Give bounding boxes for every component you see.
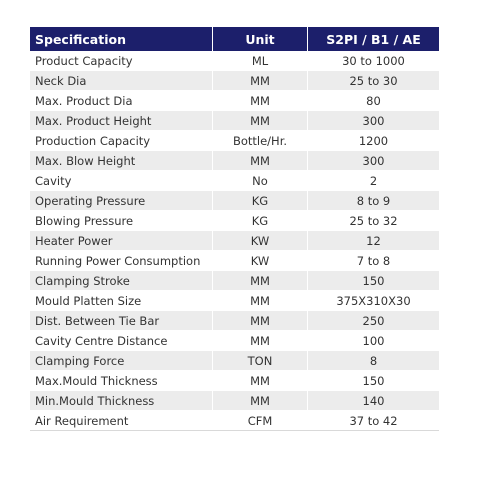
cell-specification: Dist. Between Tie Bar <box>30 311 213 331</box>
table-row <box>30 91 439 111</box>
table-row <box>30 231 439 251</box>
table-row <box>30 251 439 271</box>
table-row <box>30 331 439 351</box>
cell-unit: TON <box>213 351 308 371</box>
cell-specification: Heater Power <box>30 231 213 251</box>
cell-unit: MM <box>213 271 308 291</box>
cell-specification: Blowing Pressure <box>30 211 213 231</box>
table-body <box>30 51 439 431</box>
cell-unit: MM <box>213 91 308 111</box>
cell-value: 80 <box>308 91 440 111</box>
table-row <box>30 351 439 371</box>
cell-specification: Clamping Force <box>30 351 213 371</box>
specification-table <box>30 27 439 431</box>
cell-unit: MM <box>213 111 308 131</box>
header-specification: Specification <box>30 27 213 51</box>
cell-specification: Production Capacity <box>30 131 213 151</box>
table-row <box>30 311 439 331</box>
table-row <box>30 391 439 411</box>
cell-value: 300 <box>308 151 440 171</box>
cell-value: 250 <box>308 311 440 331</box>
cell-specification: Cavity Centre Distance <box>30 331 213 351</box>
table-row <box>30 371 439 391</box>
table-row <box>30 271 439 291</box>
cell-unit: KW <box>213 251 308 271</box>
cell-specification: Product Capacity <box>30 51 213 71</box>
table-row <box>30 171 439 191</box>
cell-value: 8 <box>308 351 440 371</box>
cell-unit: MM <box>213 151 308 171</box>
cell-unit: ML <box>213 51 308 71</box>
cell-unit: MM <box>213 291 308 311</box>
cell-specification: Min.Mould Thickness <box>30 391 213 411</box>
cell-value: 25 to 30 <box>308 71 440 91</box>
cell-value: 25 to 32 <box>308 211 440 231</box>
cell-specification: Clamping Stroke <box>30 271 213 291</box>
cell-value: 1200 <box>308 131 440 151</box>
cell-value: 375X310X30 <box>308 291 440 311</box>
cell-unit: KW <box>213 231 308 251</box>
table-row <box>30 191 439 211</box>
table-row <box>30 411 439 431</box>
cell-unit: MM <box>213 371 308 391</box>
table-row <box>30 151 439 171</box>
table-row <box>30 211 439 231</box>
table-row <box>30 291 439 311</box>
table-row <box>30 131 439 151</box>
cell-specification: Max. Blow Height <box>30 151 213 171</box>
cell-unit: MM <box>213 71 308 91</box>
cell-unit: MM <box>213 391 308 411</box>
cell-unit: KG <box>213 211 308 231</box>
cell-value: 2 <box>308 171 440 191</box>
cell-value: 30 to 1000 <box>308 51 440 71</box>
cell-value: 100 <box>308 331 440 351</box>
cell-value: 150 <box>308 371 440 391</box>
cell-value: 150 <box>308 271 440 291</box>
cell-unit: MM <box>213 311 308 331</box>
table-row <box>30 71 439 91</box>
cell-specification: Max.Mould Thickness <box>30 371 213 391</box>
cell-specification: Air Requirement <box>30 411 213 431</box>
cell-specification: Max. Product Height <box>30 111 213 131</box>
cell-specification: Mould Platten Size <box>30 291 213 311</box>
table-row <box>30 51 439 71</box>
cell-unit: MM <box>213 331 308 351</box>
table-header <box>30 27 439 51</box>
cell-unit: KG <box>213 191 308 211</box>
cell-specification: Cavity <box>30 171 213 191</box>
cell-unit: No <box>213 171 308 191</box>
cell-specification: Max. Product Dia <box>30 91 213 111</box>
header-model: S2PI / B1 / AE <box>308 27 440 51</box>
cell-value: 12 <box>308 231 440 251</box>
cell-specification: Neck Dia <box>30 71 213 91</box>
header-row <box>30 27 439 51</box>
cell-specification: Running Power Consumption <box>30 251 213 271</box>
cell-unit: Bottle/Hr. <box>213 131 308 151</box>
cell-unit: CFM <box>213 411 308 431</box>
table-row <box>30 111 439 131</box>
cell-value: 140 <box>308 391 440 411</box>
cell-value: 37 to 42 <box>308 411 440 431</box>
header-unit: Unit <box>213 27 308 51</box>
cell-specification: Operating Pressure <box>30 191 213 211</box>
cell-value: 300 <box>308 111 440 131</box>
cell-value: 8 to 9 <box>308 191 440 211</box>
cell-value: 7 to 8 <box>308 251 440 271</box>
